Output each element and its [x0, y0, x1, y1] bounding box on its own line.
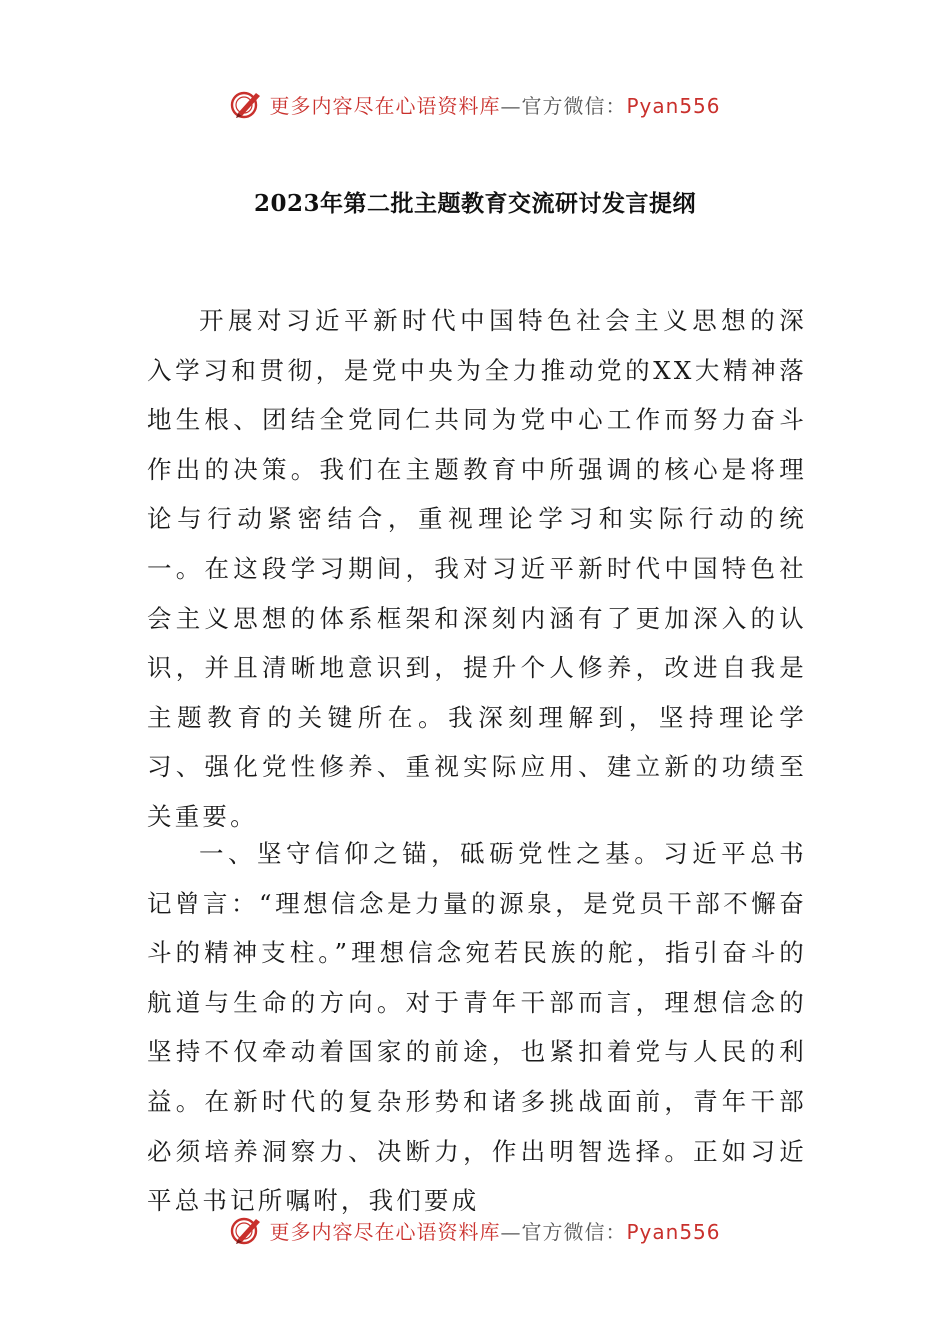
document-title: 2023年第二批主题教育交流研讨发言提纲: [253, 190, 696, 217]
paragraph-intro: 开展对习近平新时代中国特色社会主义思想的深入学习和贯彻，是党中央为全力推动党的XX大精神落地生根、团结全党同仁共同为党中心工作而努力奋斗作出的决策。我们在主题教育中所强调的核心是将理论与行动紧密结合，重视理论学习和实际行动的统一。在这段学习期间，我对习近平新时代中国特色社会主义思想的体系框架和深刻内涵有了更加深入的认识，并且清晰地意识到，提升个人修养，改进自我是主题教育的关键所在。我深刻理解到，坚持理论学习、强化党性修养、重视实际应用、建立新的功绩至关重要。: [147, 306, 807, 831]
header-watermark: [0, 84, 950, 124]
watermark-wechat-label: —官方微信：: [500, 93, 627, 118]
watermark-site-text: 更多内容尽在心语资料库: [269, 1219, 501, 1244]
pen-logo-icon: [229, 87, 263, 121]
watermark-wechat-id: Pyan556: [626, 93, 721, 118]
watermark-wechat-label: —官方微信：: [500, 1219, 627, 1244]
paragraph-section-one: 一、坚守信仰之锚，砥砺党性之基。习近平总书记曾言：“理想信念是力量的源泉，是党员干部不懈奋斗的精神支柱。”理想信念宛若民族的舵，指引奋斗的航道与生命的方向。对于青年干部而言，理想信念的坚持不仅牵动着国家的前途，也紧扣着党与人民的利益。在新时代的复杂形势和诸多挑战面前，青年干部必须培养洞察力、决断力，作出明智选择。正如习近平总书记所嘱咐，我们要成: [147, 839, 807, 1216]
watermark-site-text: 更多内容尽在心语资料库: [269, 93, 501, 118]
pen-logo-icon: [229, 1213, 263, 1247]
watermark-wechat-id: Pyan556: [626, 1219, 721, 1244]
footer-watermark: [0, 1210, 950, 1250]
